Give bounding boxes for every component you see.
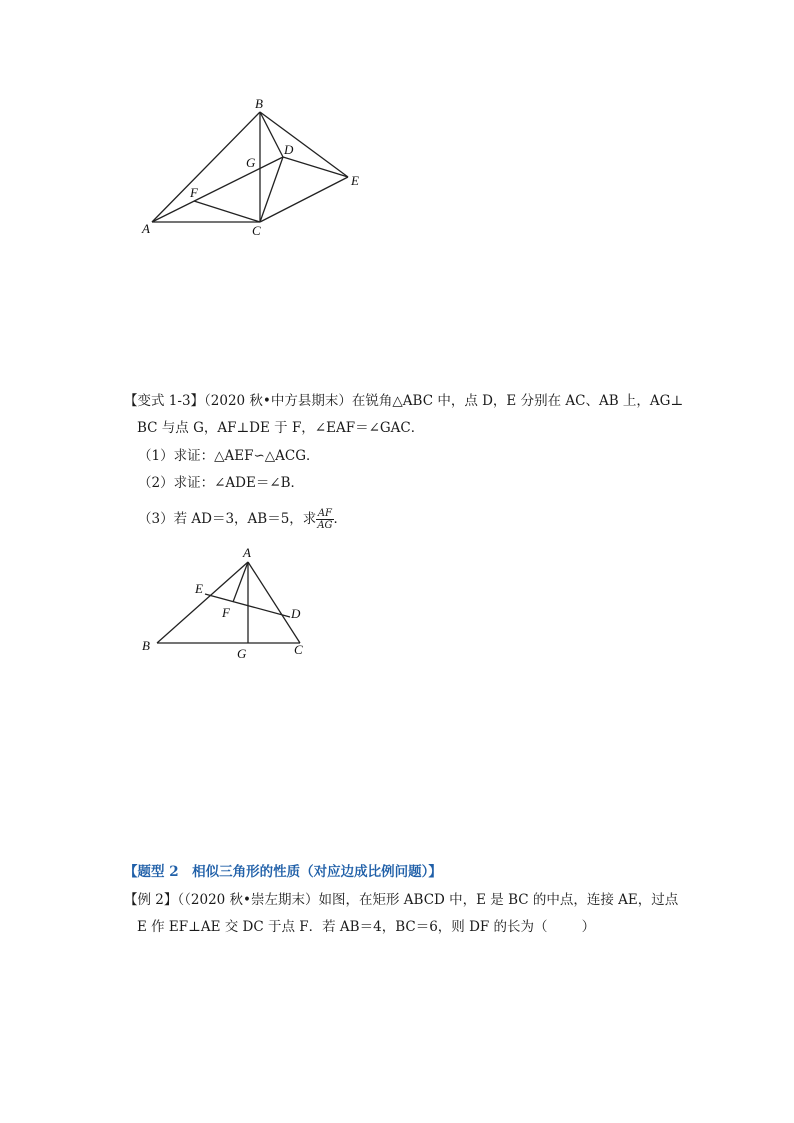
label-a: A xyxy=(142,221,150,236)
label-a: A xyxy=(243,545,251,560)
label-c: C xyxy=(294,642,303,657)
problem-1-3-q3-suffix: ． xyxy=(333,511,348,527)
label-b: B xyxy=(255,96,263,111)
label-d: D xyxy=(284,142,294,157)
problem-1-3-q1: （1）求证：△AEF∽△ACG． xyxy=(138,448,320,464)
figure-2-svg xyxy=(0,0,380,680)
label-f: F xyxy=(222,605,230,620)
example-2-line2 xyxy=(137,917,595,937)
problem-1-3-line2: BC 与点 G，AF⊥DE 于 F，∠EAF＝∠GAC． xyxy=(137,420,425,436)
example-2-line1 xyxy=(124,890,678,910)
problem-1-3-q2: （2）求证：∠ADE＝∠B． xyxy=(138,475,305,491)
label-b: B xyxy=(142,638,150,653)
fraction-denominator: AG xyxy=(317,520,333,531)
example-2-text1: （（2020 秋•崇左期末）如图，在矩形 ABCD 中，E 是 BC 的中点，连接 AE，过点 xyxy=(177,892,679,908)
label-g: G xyxy=(237,646,247,661)
label-e: E xyxy=(195,581,203,596)
problem-1-3-q3-prefix: （3）若 AD＝3，AB＝5，求 xyxy=(138,511,317,527)
segment-ac xyxy=(248,562,300,643)
example-2-text2: E 作 EF⊥AE 交 DC 于点 F．若 AB＝4，BC＝6，则 DF 的长为（ xyxy=(137,919,548,935)
problem-1-3-tag: 【变式 1-3】 xyxy=(124,393,205,409)
figure-2 xyxy=(0,0,380,680)
problem-1-3-text1: （2020 秋•中方县期末）在锐角△ABC 中，点 D，E 分别在 AC、AB 上，AG⊥ xyxy=(204,393,684,409)
label-c: C xyxy=(252,223,261,238)
section-2-title: 【题型 2 相似三角形的性质（对应边成比例问题）】 xyxy=(124,864,442,880)
label-d: D xyxy=(291,606,301,621)
example-2-tag: 【例 2】 xyxy=(124,892,178,908)
example-2-text2-end: ） xyxy=(581,919,596,935)
label-g: G xyxy=(246,155,256,170)
label-e: E xyxy=(351,173,359,188)
fraction-numerator: AF xyxy=(317,508,332,519)
label-f: F xyxy=(190,185,198,200)
